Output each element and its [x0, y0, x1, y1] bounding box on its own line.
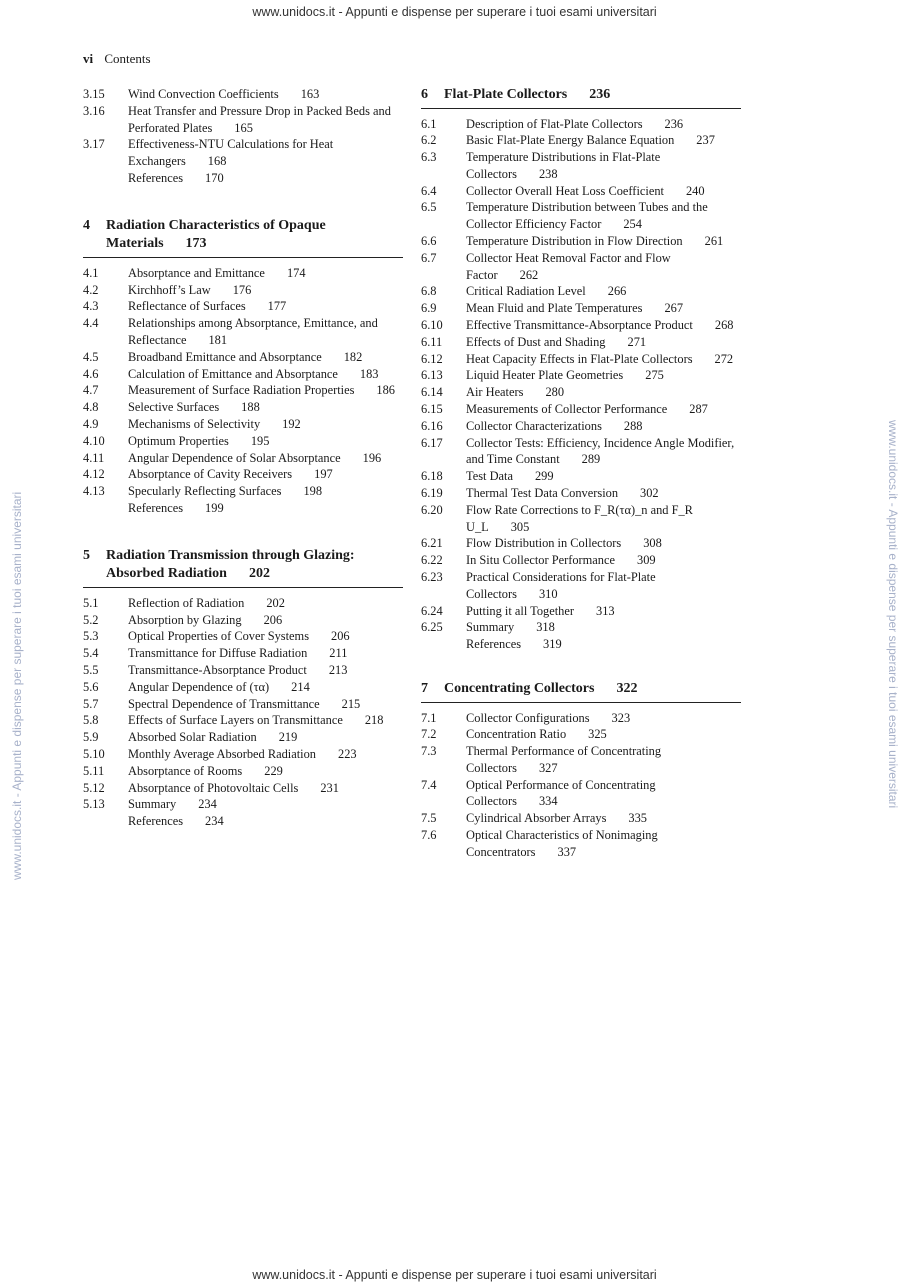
page-ref: 168 — [207, 154, 227, 169]
toc-entry — [421, 485, 741, 502]
section-number: 4.12 — [83, 467, 105, 482]
toc-entry — [421, 619, 741, 636]
page-ref: 183 — [359, 366, 379, 381]
page-ref: 271 — [627, 334, 647, 349]
section-title: Spectral Dependence of Transmittance 215 — [128, 696, 361, 711]
toc-entry — [83, 595, 403, 612]
toc-entry — [83, 399, 403, 416]
toc-entry — [83, 103, 403, 137]
toc-entry — [83, 483, 403, 500]
section-title: In Situ Collector Performance 309 — [466, 553, 656, 568]
toc-entry — [421, 810, 741, 827]
running-head-label: Contents — [104, 51, 151, 66]
section-number: 6.15 — [421, 402, 443, 417]
section-title: Thermal Test Data Conversion 302 — [466, 486, 659, 501]
page-ref: 192 — [282, 416, 301, 431]
section-number: 7.6 — [421, 828, 437, 843]
page-ref: 302 — [640, 486, 659, 501]
page-ref: 195 — [250, 433, 270, 448]
section-number: 4.9 — [83, 416, 99, 431]
page-ref: 310 — [538, 586, 558, 601]
page-ref: 237 — [696, 133, 715, 148]
section-title: Transmittance-Absorptance Product 213 — [128, 662, 348, 677]
section-number: 6.20 — [421, 502, 443, 517]
references-entry: References 319 — [466, 637, 562, 652]
section-title: Absorptance and Emittance 174 — [128, 265, 306, 280]
page-ref: 213 — [328, 662, 348, 677]
toc-entry — [83, 780, 403, 797]
page-ref: 318 — [536, 620, 555, 635]
toc-entry — [421, 351, 741, 368]
toc-entry — [421, 250, 741, 284]
section-number: 6.5 — [421, 200, 437, 215]
section-title: Measurement of Surface Radiation Properties 186 — [128, 383, 395, 398]
section-title: Optical Performance of Concentrating Collectors 334 — [466, 777, 656, 809]
section-number: 6.13 — [421, 368, 443, 383]
section-title: Temperature Distributions in Flat-Plate Collectors 238 — [466, 150, 661, 181]
page-ref: 215 — [341, 696, 361, 711]
section-number: 7.3 — [421, 744, 437, 759]
page-ref: 177 — [267, 299, 287, 314]
toc-entry — [421, 116, 741, 133]
section-title: Collector Characterizations 288 — [466, 418, 643, 433]
section-number: 5.11 — [83, 763, 105, 778]
toc-entry — [421, 569, 741, 603]
page-ref: 181 — [208, 332, 228, 347]
section-number: 5.5 — [83, 662, 99, 677]
section-number: 3.15 — [83, 87, 105, 101]
section-list — [421, 116, 741, 637]
section-number: 6.6 — [421, 234, 437, 249]
section-title: Collector Overall Heat Loss Coefficient 240 — [466, 183, 705, 198]
section-number: 6.16 — [421, 418, 443, 433]
section-number: 6.17 — [421, 435, 443, 450]
section-title: Heat Transfer and Pressure Drop in Packed Beds and Perforated Plates 165 — [128, 103, 391, 135]
toc-entry — [83, 86, 403, 103]
section-title: Kirchhoff’s Law 176 — [128, 282, 252, 297]
toc-entry — [83, 466, 403, 483]
watermark-banner-bottom: www.unidocs.it - Appunti e dispense per superare i tuoi esami universitari — [252, 1268, 657, 1282]
section-title: Practical Considerations for Flat-Plate Collectors 310 — [466, 570, 656, 601]
section-title: Absorptance of Rooms 229 — [128, 763, 283, 778]
section-title: Air Heaters 280 — [466, 385, 565, 400]
page-ref: 240 — [685, 183, 705, 198]
page-ref: 229 — [264, 763, 283, 778]
toc-entry — [83, 265, 403, 282]
page-ref: 335 — [628, 811, 647, 826]
toc-entry — [421, 552, 741, 569]
page-ref: 236 — [664, 116, 684, 131]
toc-entry — [83, 382, 403, 399]
toc-entry — [421, 300, 741, 317]
page-ref: 163 — [300, 87, 320, 101]
section-number: 7.5 — [421, 811, 437, 826]
toc-entry — [421, 535, 741, 552]
section-number: 6.10 — [421, 318, 443, 333]
page-ref: 275 — [645, 368, 664, 383]
page-ref: 305 — [510, 519, 530, 534]
references-entry: References 234 — [128, 814, 224, 829]
toc-entry — [421, 435, 741, 469]
section-number: 4.7 — [83, 383, 99, 398]
toc-entry — [83, 696, 403, 713]
section-number: 4.5 — [83, 349, 99, 364]
toc-entry — [83, 628, 403, 645]
section-number: 3.17 — [83, 137, 105, 152]
section-title: Effects of Dust and Shading 271 — [466, 334, 647, 349]
page-ref: 288 — [623, 418, 643, 433]
section-title: Selective Surfaces 188 — [128, 400, 260, 415]
section-title: Description of Flat-Plate Collectors 236 — [466, 116, 684, 131]
section-title: Angular Dependence of Solar Absorptance 196 — [128, 450, 382, 465]
page-ref: 313 — [596, 603, 615, 618]
section-number: 6.18 — [421, 469, 443, 484]
watermark-banner-top: www.unidocs.it - Appunti e dispense per superare i tuoi esami universitari — [252, 5, 657, 19]
page-ref: 174 — [286, 265, 306, 280]
section-title: Reflectance of Surfaces 177 — [128, 299, 287, 314]
section-title: Test Data 299 — [466, 469, 554, 484]
section-title: Cylindrical Absorber Arrays 335 — [466, 811, 647, 826]
section-title: Optical Characteristics of Nonimaging Concentrators 337 — [466, 828, 658, 859]
toc-entry — [421, 603, 741, 620]
page-ref: 206 — [331, 629, 350, 644]
section-title: Specularly Reflecting Surfaces 198 — [128, 484, 323, 499]
toc-entry — [83, 298, 403, 315]
page-ref: 231 — [320, 780, 339, 795]
section-title: Absorptance of Cavity Receivers 197 — [128, 467, 333, 482]
section-list — [83, 265, 403, 500]
page-ref: 261 — [704, 234, 724, 249]
section-list — [421, 710, 741, 861]
section-title: Collector Configurations 323 — [466, 710, 631, 725]
page-ref: 309 — [637, 553, 656, 568]
section-title: Calculation of Emittance and Absorptance 183 — [128, 366, 379, 381]
toc-entry — [421, 827, 741, 861]
page-ref: 238 — [538, 166, 558, 181]
section-number: 5.3 — [83, 629, 99, 644]
section-title: Putting it all Together 313 — [466, 603, 615, 618]
section-number: 6.4 — [421, 183, 437, 198]
section-number: 5.13 — [83, 797, 105, 812]
section-title: Collector Heat Removal Factor and Flow Factor 262 — [466, 250, 671, 282]
page-ref: 267 — [664, 301, 684, 316]
toc-entry — [421, 149, 741, 183]
toc-entry — [83, 349, 403, 366]
section-number: 4.2 — [83, 282, 99, 297]
toc-right-column — [421, 86, 741, 861]
page-ref: 289 — [581, 452, 601, 467]
page-ref: 211 — [329, 646, 348, 661]
page-ref: 299 — [534, 469, 554, 484]
toc-entry — [421, 317, 741, 334]
section-title: Mechanisms of Selectivity 192 — [128, 416, 301, 431]
page-ref: 196 — [362, 450, 382, 465]
toc-entry — [83, 645, 403, 662]
section-title: Heat Capacity Effects in Flat-Plate Collectors 272 — [466, 351, 734, 366]
section-title: Reflection of Radiation 202 — [128, 595, 285, 610]
section-number: 6.22 — [421, 553, 443, 568]
toc-entry — [83, 712, 403, 729]
page-ref: 262 — [519, 267, 539, 282]
section-number: 4.3 — [83, 299, 99, 314]
section-number: 6.14 — [421, 385, 443, 400]
watermark-side-left: www.unidocs.it - Appunti e dispense per superare i tuoi esami universitari — [10, 491, 24, 880]
section-number: 4.13 — [83, 484, 105, 499]
section-number: 6.19 — [421, 486, 443, 501]
section-number: 6.24 — [421, 603, 443, 618]
section-title: Summary 234 — [128, 797, 217, 812]
section-title: Temperature Distribution between Tubes and the Collector Efficiency Factor 254 — [466, 200, 708, 232]
page-ref: 219 — [278, 730, 298, 745]
toc-entry — [421, 777, 741, 811]
section-title: Monthly Average Absorbed Radiation 223 — [128, 746, 357, 761]
page-ref: 323 — [611, 710, 631, 725]
toc-entry — [421, 233, 741, 250]
section-title: Absorptance of Photovoltaic Cells 231 — [128, 780, 339, 795]
section-number: 6.12 — [421, 351, 443, 366]
page-ref: 337 — [557, 844, 577, 859]
section-number: 5.7 — [83, 696, 99, 711]
toc-entry — [83, 763, 403, 780]
toc-entry — [421, 418, 741, 435]
page-ref: 280 — [545, 385, 565, 400]
chapter-heading: 6 Flat-Plate Collectors 236 — [421, 86, 741, 109]
page-ref: 218 — [364, 713, 384, 728]
section-title: Critical Radiation Level 266 — [466, 284, 627, 299]
page-ref: 325 — [588, 727, 607, 742]
section-title: Flow Distribution in Collectors 308 — [466, 536, 662, 551]
section-number: 6.21 — [421, 536, 443, 551]
toc-entry — [83, 315, 403, 349]
page-ref: 176 — [232, 282, 252, 297]
section-number: 4.4 — [83, 316, 99, 331]
section-number: 4.11 — [83, 450, 105, 465]
references-entry: References 170 — [128, 170, 224, 185]
section-number: 6.7 — [421, 250, 437, 265]
section-title: Flow Rate Corrections to F_R(τα)_n and F_R U_L 305 — [466, 502, 693, 534]
section-number: 6.9 — [421, 301, 437, 316]
section-title: Wind Convection Coefficients 163 — [128, 87, 320, 101]
section-number: 6.3 — [421, 150, 437, 165]
section-number: 5.2 — [83, 612, 99, 627]
toc-entry — [83, 416, 403, 433]
toc-entry — [83, 136, 403, 170]
section-number: 6.23 — [421, 570, 443, 585]
section-title: Broadband Emittance and Absorptance 182 — [128, 349, 363, 364]
toc-entry — [83, 729, 403, 746]
page-ref: 182 — [343, 349, 363, 364]
section-title: Effects of Surface Layers on Transmittance 218 — [128, 713, 384, 728]
watermark-side-right: www.unidocs.it - Appunti e dispense per superare i tuoi esami universitari — [886, 420, 900, 809]
section-list — [83, 595, 403, 813]
toc-entry — [83, 366, 403, 383]
toc-entry — [421, 199, 741, 233]
section-number: 4.6 — [83, 366, 99, 381]
section-number: 5.8 — [83, 713, 99, 728]
section-number: 5.1 — [83, 595, 99, 610]
section-title: Optical Properties of Cover Systems 206 — [128, 629, 350, 644]
toc-entry — [421, 283, 741, 300]
section-number: 4.1 — [83, 265, 99, 280]
section-number: 5.12 — [83, 780, 105, 795]
section-number: 6.11 — [421, 334, 443, 349]
toc-entry — [421, 183, 741, 200]
toc-entry — [421, 710, 741, 727]
section-number: 6.8 — [421, 284, 437, 299]
section-number: 5.10 — [83, 746, 105, 761]
toc-entry — [83, 433, 403, 450]
section-title: Temperature Distribution in Flow Direction 261 — [466, 234, 724, 249]
toc-entry — [421, 743, 741, 777]
chapter-heading: 4 Radiation Characteristics of Opaque Materials 173 — [83, 217, 403, 258]
section-title: Effectiveness-NTU Calculations for Heat Exchangers 168 — [128, 137, 334, 169]
chapter-heading: 7 Concentrating Collectors 322 — [421, 680, 741, 703]
references-entry: References 199 — [128, 500, 224, 515]
toc-left-column — [83, 86, 403, 830]
section-number: 5.6 — [83, 679, 99, 694]
section-number: 6.25 — [421, 620, 443, 635]
page-ref: 198 — [303, 484, 323, 499]
page-number: vi — [83, 51, 94, 66]
section-list — [83, 86, 403, 170]
section-title: Transmittance for Diffuse Radiation 211 — [128, 646, 348, 661]
section-title: Angular Dependence of (τα) 214 — [128, 679, 310, 694]
toc-entry — [83, 450, 403, 467]
toc-entry — [83, 662, 403, 679]
page-ref: 334 — [538, 794, 558, 809]
section-number: 7.1 — [421, 710, 437, 725]
section-number: 4.10 — [83, 433, 105, 448]
page-ref: 308 — [643, 536, 662, 551]
toc-entry — [421, 401, 741, 418]
section-number: 5.9 — [83, 730, 99, 745]
section-title: Optimum Properties 195 — [128, 433, 270, 448]
page-ref: 327 — [538, 760, 558, 775]
page-ref: 165 — [234, 120, 253, 135]
toc-entry — [421, 502, 741, 536]
page-ref: 272 — [714, 351, 734, 366]
section-title: Concentration Ratio 325 — [466, 727, 607, 742]
page-ref: 266 — [607, 284, 627, 299]
toc-entry — [83, 612, 403, 629]
page-ref: 202 — [266, 595, 285, 610]
toc-entry — [421, 367, 741, 384]
toc-entry — [421, 384, 741, 401]
page-ref: 223 — [338, 746, 357, 761]
section-title: Mean Fluid and Plate Temperatures 267 — [466, 301, 684, 316]
toc-entry — [421, 132, 741, 149]
section-title: Summary 318 — [466, 620, 555, 635]
section-title: Liquid Heater Plate Geometries 275 — [466, 368, 664, 383]
toc-entry — [421, 468, 741, 485]
page-ref: 268 — [714, 318, 734, 333]
toc-entry — [421, 334, 741, 351]
section-title: Thermal Performance of Concentrating Collectors 327 — [466, 744, 662, 775]
section-number: 6.1 — [421, 116, 437, 131]
section-title: Absorbed Solar Radiation 219 — [128, 730, 298, 745]
section-title: Collector Tests: Efficiency, Incidence Angle Modifier, and Time Constant 289 — [466, 435, 735, 467]
section-title: Measurements of Collector Performance 287 — [466, 402, 708, 417]
section-number: 4.8 — [83, 400, 99, 415]
toc-entry — [83, 746, 403, 763]
section-number: 7.2 — [421, 727, 437, 742]
toc-entry — [83, 679, 403, 696]
toc-entry — [421, 726, 741, 743]
page-ref: 186 — [376, 383, 395, 398]
page-ref: 206 — [263, 612, 283, 627]
section-title: Relationships among Absorptance, Emittance, and Reflectance 181 — [128, 316, 378, 347]
toc-entry — [83, 796, 403, 813]
page-ref: 197 — [314, 467, 333, 482]
page-ref: 214 — [291, 679, 310, 694]
page-ref: 234 — [198, 797, 217, 812]
page-ref: 188 — [241, 400, 260, 415]
section-number: 7.4 — [421, 777, 437, 792]
running-head — [83, 51, 151, 67]
section-title: Absorption by Glazing 206 — [128, 612, 283, 627]
section-title: Basic Flat-Plate Energy Balance Equation 237 — [466, 133, 715, 148]
chapter-heading: 5 Radiation Transmission through Glazing: Absorbed Radiation 202 — [83, 547, 403, 588]
section-number: 6.2 — [421, 133, 437, 148]
section-title: Effective Transmittance-Absorptance Product 268 — [466, 318, 734, 333]
toc-entry — [83, 282, 403, 299]
page-ref: 287 — [689, 402, 708, 417]
section-number: 5.4 — [83, 646, 99, 661]
section-number: 3.16 — [83, 103, 105, 118]
page-ref: 254 — [623, 217, 642, 232]
